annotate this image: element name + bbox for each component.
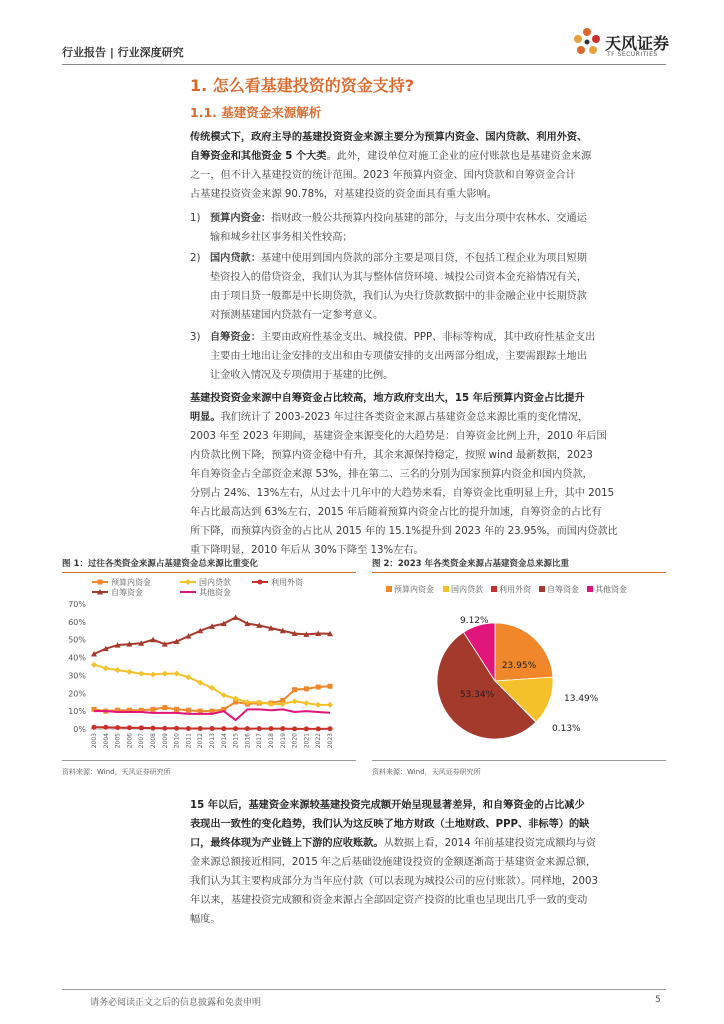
data-point (174, 707, 179, 712)
paragraph-receivables (190, 796, 666, 929)
p2-bold-text: 明显。 (190, 412, 221, 423)
item1-text: 对预测基建国内贷款有一定参考意义。 (210, 310, 384, 321)
data-point (91, 662, 97, 668)
item1-text: 基建中使用到国内贷款的部分主要是项目贷，不包括工程企业为项目短期 (260, 253, 587, 264)
line-chart-svg (62, 574, 356, 754)
legend-swatch (539, 586, 545, 592)
p1-text: 。此外，建设单位对施工企业的应付账款也是基建资金来源 (326, 151, 592, 162)
data-point (174, 726, 179, 731)
data-point (316, 726, 321, 731)
p2-line (190, 465, 666, 484)
data-point (151, 726, 156, 731)
x-tick-label: 2003 (91, 733, 98, 749)
pie-data-label: 13.49% (564, 694, 599, 704)
item0-bold-text: 预算内资金： (210, 213, 272, 224)
legend-marker (258, 580, 263, 585)
p3-line (190, 910, 666, 929)
y-tick-label: 40% (68, 653, 86, 663)
data-point (304, 686, 309, 691)
item1-text: 垫资投入的借贷资金，我们认为其与整体信贷环境、城投公司资本金充裕情况有关， (210, 272, 587, 283)
data-point (221, 726, 226, 731)
legend-label: 其他资金 (199, 588, 231, 597)
x-tick-label: 2022 (315, 733, 323, 749)
figure2-title: 图 2：2023 年各类资金来源占基建资金总来源比重 (372, 559, 569, 569)
p3-text: 从数据上看，2014 年前基建投资完成额均与资 (383, 838, 597, 849)
item1-bold-text: 国内贷款： (210, 253, 261, 264)
item2-line (210, 347, 666, 366)
x-tick-label: 2012 (197, 733, 205, 749)
data-point (303, 700, 309, 706)
p3-bold-text: 口，最终体现为产业链上下游的应收账款。 (190, 838, 384, 849)
y-tick-label: 10% (68, 707, 86, 717)
item1-text: 由于项目贷一般都是中长期贷款，我们认为央行贷款数据中的非金融企业中长期贷款 (210, 291, 587, 302)
figure2-top-rule (372, 572, 666, 573)
header-divider (62, 64, 666, 65)
pie-slice (495, 623, 553, 681)
data-point (115, 667, 121, 673)
list-number: 2) (190, 253, 201, 264)
figure2-pie-chart (372, 574, 666, 754)
logo-subtitle: TF SECURITIES (607, 51, 658, 58)
paragraph-trend (190, 389, 666, 560)
p2-line (190, 446, 666, 465)
p2-line (190, 408, 666, 427)
legend-swatch (491, 586, 497, 592)
legend-label: 利用外资 (271, 578, 303, 587)
p2-text: 2003 年至 2023 年期间，基建资金来源变化的大趋势是：自筹资金比例上升，2010 年后国 (190, 431, 607, 442)
x-tick-label: 2011 (185, 733, 193, 749)
p2-text: 我们统计了 2003-2023 年过往各类资金来源占基建资金总来源比重的变化情况， (220, 412, 589, 423)
item1-line (210, 306, 666, 325)
data-point (185, 674, 191, 680)
p2-line (190, 389, 666, 408)
p2-text: 年自筹资金占全部资金来源 53%，排在第二、三名的分别为国家预算内资金和国内贷款， (190, 469, 593, 480)
p1-line (190, 128, 666, 147)
item0-line (210, 209, 666, 228)
item0-line (210, 228, 666, 247)
data-point (139, 725, 144, 730)
data-point (197, 680, 203, 686)
p2-line (190, 484, 666, 503)
p3-line (190, 891, 666, 910)
list-body (210, 249, 666, 325)
list-item-self-raised (190, 328, 666, 386)
item0-text: 指财政一般公共预算内投向基建的部分，与支出分项中农林水、交通运 (271, 213, 587, 224)
data-point (103, 725, 108, 730)
y-tick-label: 60% (68, 617, 86, 627)
data-point (328, 726, 333, 731)
data-point (304, 726, 309, 731)
pie-chart-svg (372, 574, 666, 754)
p1-text: 占基建投资资金来源 90.78%，对基建投资的资金面具有重大影响。 (190, 189, 497, 200)
data-point (292, 726, 297, 731)
data-point (327, 702, 333, 708)
legend-label: 国内贷款 (451, 585, 483, 594)
p1-text: 之一，但不计入基建投资的统计范围。2023 年预算内资金、国内贷款和自筹资金合计 (190, 170, 576, 181)
figure1-source: 资料来源：Wind，天风证券研究所 (62, 768, 171, 776)
y-tick-label: 70% (68, 600, 86, 609)
logo-name: 天风证券 (605, 34, 670, 53)
p2-text: 内贷款比例下降，预算内资金稳中有升，其余来源保持稳定，按照 wind 最新数据，2023 (190, 450, 593, 461)
list-body (210, 209, 666, 247)
p3-text: 我们认为其主要构成部分为当年应付款（可以表现为城投公司的应付账款）。同样地，2003 (190, 876, 598, 887)
data-point (257, 726, 262, 731)
p2-text: 分别占 24%、13%左右，从过去十几年中的大趋势来看，自筹资金比重明显上升，其中 2015 (190, 488, 615, 499)
p2-text: 所下降，而预算内资金的占比从 2015 年的 15.1%提升到 2023 年的 23.95%，而国内贷款比 (190, 526, 618, 537)
page-number: 5 (655, 995, 661, 1005)
p2-line (190, 503, 666, 522)
data-point (92, 725, 97, 730)
p2-text: 年占比最高达到 63%左右，2015 年后随着预算内资金占比的提升加速，自筹资金的占比有 (190, 507, 602, 518)
figure1-bottom-rule (62, 760, 356, 761)
item2-bold-text: 自筹资金： (210, 332, 261, 343)
x-tick-label: 2019 (279, 733, 287, 749)
footer-divider (62, 989, 666, 990)
y-tick-label: 0% (73, 725, 86, 734)
figure1-title: 图 1：过往各类资金来源占基建资金总来源比重变化 (62, 559, 258, 569)
x-tick-label: 2010 (173, 733, 181, 749)
legend-swatch (386, 586, 392, 592)
data-point (162, 705, 167, 710)
data-point (292, 687, 297, 692)
data-point (316, 685, 321, 690)
x-tick-label: 2007 (138, 733, 146, 749)
x-tick-label: 2008 (150, 733, 157, 749)
paragraph-intro (190, 128, 666, 204)
data-point (138, 671, 144, 677)
data-point (198, 726, 203, 731)
legend-label: 自筹资金 (111, 588, 143, 597)
subsection-heading: 1.1. 基建资金来源解析 (190, 105, 322, 120)
legend-label: 其他资金 (595, 585, 627, 594)
p3-text: 年以来，基建投资完成额和资金来源占全部固定资产投资的比重也呈现出几乎一致的变动 (190, 895, 588, 906)
x-tick-label: 2014 (220, 733, 228, 749)
pie-data-label: 9.12% (460, 616, 489, 626)
item0-text: 输和城乡社区事务相关性较高； (210, 232, 353, 243)
report-type-header: 行业报告 | 行业深度研究 (62, 46, 184, 59)
x-tick-label: 2009 (161, 733, 169, 749)
figure2-bottom-rule (372, 760, 666, 761)
data-point (127, 725, 132, 730)
item1-line (210, 287, 666, 306)
legend-marker (185, 579, 191, 585)
x-tick-label: 2017 (256, 733, 264, 749)
data-point (328, 684, 333, 689)
data-point (315, 702, 321, 708)
y-tick-label: 20% (68, 689, 86, 699)
p3-text: 金来源总额接近相同，2015 年之后基础设施建设投资的金额逐渐高于基建资金来源总额， (190, 857, 597, 868)
p2-bold-text: 基建投资资金来源中自筹资金占比较高，地方政府支出大，15 年后预算内资金占比提升 (190, 393, 585, 404)
p3-line (190, 815, 666, 834)
legend-swatch (587, 586, 593, 592)
legend-label: 预算内资金 (111, 578, 151, 587)
p3-bold-text: 15 年以后，基建资金来源较基建投资完成额开始呈现显著差异，和自筹资金的占比减少 (190, 800, 585, 811)
legend-swatch (443, 586, 449, 592)
data-point (210, 726, 215, 731)
data-point (162, 671, 168, 677)
item2-line (210, 366, 666, 385)
x-tick-label: 2006 (126, 733, 134, 749)
p1-bold-text: 自筹资金和其他资金 5 个大类 (190, 151, 327, 162)
legend-label: 预算内资金 (394, 585, 434, 594)
logo-mark (572, 26, 602, 58)
list-item-budget (190, 209, 666, 247)
figure1-top-rule (62, 572, 356, 573)
data-point (162, 726, 167, 731)
p3-line (190, 872, 666, 891)
x-tick-label: 2020 (291, 733, 299, 749)
p1-line (190, 185, 666, 204)
data-point (292, 698, 298, 704)
list-number: 1) (190, 213, 201, 224)
x-tick-label: 2015 (232, 733, 240, 749)
p1-bold-text: 传统模式下，政府主导的基建投资资金来源主要分为预算内资金、国内贷款、利用外资、 (190, 132, 588, 143)
data-point (150, 672, 156, 678)
item2-line (210, 328, 666, 347)
section-heading: 1. 怎么看基建投资的资金支持? (190, 76, 415, 95)
legend-label: 自筹资金 (547, 585, 579, 594)
list-item-loans (190, 249, 666, 327)
data-point (174, 671, 180, 677)
pie-data-label: 0.13% (552, 724, 581, 734)
item2-text: 主要由政府性基金支出、城投债、PPP、非标等构成，其中政府性基金支出 (260, 332, 596, 343)
p3-line (190, 834, 666, 853)
p2-line (190, 427, 666, 446)
data-point (186, 726, 191, 731)
x-tick-label: 2013 (209, 733, 216, 749)
p3-line (190, 853, 666, 872)
figure1-line-chart (62, 574, 356, 754)
legend-label: 利用外资 (499, 585, 531, 594)
x-tick-label: 2021 (303, 733, 311, 749)
x-tick-label: 2004 (102, 733, 110, 749)
legend-label: 国内贷款 (199, 578, 231, 587)
data-point (245, 726, 250, 731)
p2-text: 重下降明显，2010 年后从 30%下降至 13%左右。 (190, 545, 424, 556)
item1-line (210, 268, 666, 287)
item2-text: 主要由土地出让金安排的支出和由专项债安排的支出两部分组成，主要需跟踪土地出 (210, 351, 587, 362)
pie-data-label: 23.95% (501, 661, 537, 671)
x-tick-label: 2023 (327, 733, 334, 749)
figure2-source: 资料来源：Wind，天风证券研究所 (372, 768, 481, 776)
p2-line (190, 522, 666, 541)
data-point (103, 665, 109, 671)
data-point (186, 708, 191, 713)
p3-text: 幅度。 (190, 914, 221, 925)
data-point (233, 614, 239, 620)
item1-line (210, 249, 666, 268)
p3-bold-text: 表现出一致性的变化趋势，我们认为这反映了地方财政（土地财政、PPP、非标等）的缺 (190, 819, 590, 830)
y-tick-label: 50% (68, 635, 86, 645)
x-tick-label: 2018 (268, 733, 275, 749)
data-point (233, 726, 238, 731)
p1-line (190, 147, 666, 166)
p3-line (190, 796, 666, 815)
list-body (210, 328, 666, 385)
legend-marker (98, 580, 103, 585)
data-point (126, 669, 132, 675)
p1-line (190, 166, 666, 185)
data-point (269, 726, 274, 731)
x-tick-label: 2005 (114, 733, 122, 749)
data-point (151, 707, 156, 712)
y-tick-label: 30% (68, 671, 86, 681)
data-point (280, 726, 285, 731)
data-point (115, 725, 120, 730)
item2-text: 让金收入情况及专项债用于基建的比例。 (210, 370, 394, 381)
x-tick-label: 2016 (244, 733, 252, 749)
footer-disclaimer: 请务必阅读正文之后的信息披露和免责申明 (90, 998, 262, 1008)
pie-data-label: 53.34% (459, 690, 495, 700)
list-number: 3) (190, 332, 201, 343)
